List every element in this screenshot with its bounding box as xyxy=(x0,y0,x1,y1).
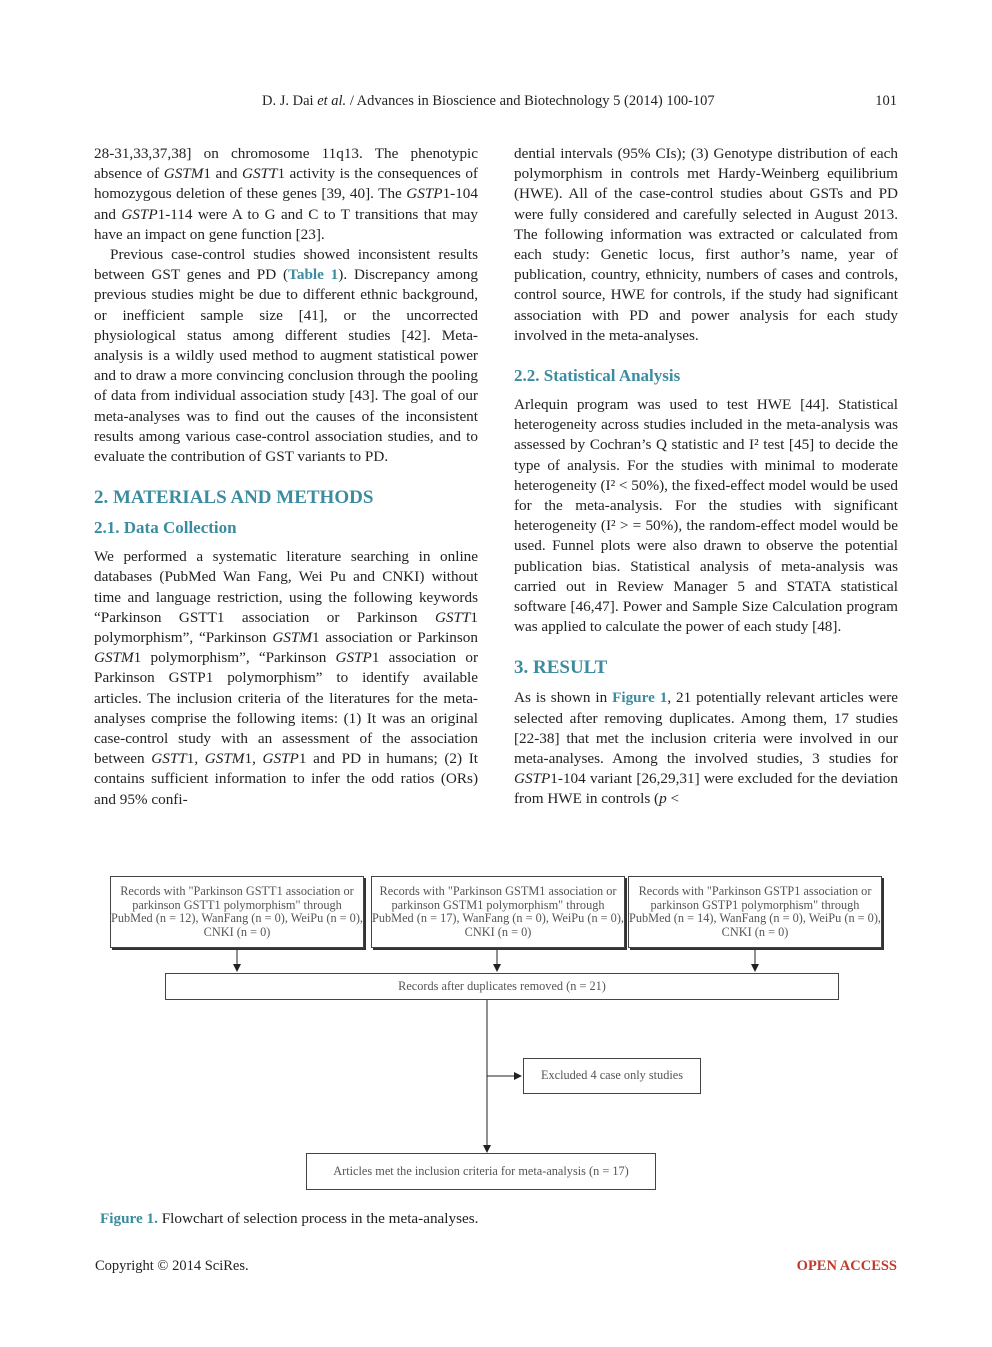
right-column xyxy=(514,144,898,810)
flow-box-excluded: Excluded 4 case only studies xyxy=(523,1058,701,1094)
section-heading: 3. RESULT xyxy=(514,657,608,679)
flow-box-gstt1: Records with "Parkinson GSTT1 association or parkinson GSTT1 polymorphism" through PubMed (n = 12), WanFang (n = 0), WeiPu (n = 0), CNKI (n = 0) xyxy=(110,876,364,948)
flow-box-final: Articles met the inclusion criteria for meta-analysis (n = 17) xyxy=(306,1153,656,1190)
figure-caption: Figure 1. Flowchart of selection process in the meta-analyses. xyxy=(100,1210,479,1227)
table-1-link[interactable]: Table 1 xyxy=(288,266,339,284)
paragraph: dential intervals (95% CIs); (3) Genotype distribution of each polymorphism in controls met Hardy-Weinberg equilibrium (HWE). All of the case-control studies about GSTs and PD were fully considered and carefully selected in August 2013. The following information was extracted or calculated from each study: Genetic locus, first author’s name, year of publication, country, ethnicity, numbers of cases and controls, control source, HWE for controls, if the study had significant association with PD and power analysis for each study involved in the meta-analyses. xyxy=(514,145,898,344)
figure-label: Figure 1. xyxy=(100,1210,158,1227)
subsection-heading: 2.2. Statistical Analysis xyxy=(514,366,681,386)
section-heading: 2. MATERIALS AND METHODS xyxy=(94,487,374,509)
paragraph: Arlequin program was used to test HWE [44]. Statistical heterogeneity across studies included in the meta-analysis was assessed by Cochran’s Q statistic and I² test [45] to decide the type of analysis. For the studies with minimal to moderate heterogeneity (I² < 50%), the fixed-effect model would be used for the meta-analysis. For the studies with significant heterogeneity (I² > = 50%), the random-effect model would be used. Funnel plots were also drawn to observe the potential publication bias. Statistical analysis of meta-analysis was carried out in Review Manager 5 and STATA statistical software [46,47]. Power and Sample Size Calculation program was applied to calculate the power of each study [48]. xyxy=(514,396,898,636)
paragraph: Previous case-control studies showed inconsistent results between GST genes and PD (Table 1). Discrepancy among previous studies might be due to different ethnic background, or inefficient sample size [41], or the uncorrected physiological status among different studies [42]. Meta-analysis is a wildly used method to augment statistical power and to draw a more convincing conclusion through the pooling of data from individual association study [43]. The goal of our meta-analyses was to find out the causes of the inconsistent results among various case-control association studies, and to evaluate the contribution of GST variants to PD. xyxy=(94,246,478,466)
running-head: D. J. Dai et al. / Advances in Bioscience and Biotechnology 5 (2014) 100-107 xyxy=(262,93,715,109)
figure-1-link[interactable]: Figure 1 xyxy=(612,689,668,707)
subsection-heading: 2.1. Data Collection xyxy=(94,518,237,538)
flow-box-gstp1: Records with "Parkinson GSTP1 association or parkinson GSTP1 polymorphism" through PubMed (n = 14), WanFang (n = 0), WeiPu (n = 0), CNKI (n = 0) xyxy=(628,876,882,948)
flow-box-duplicates-removed: Records after duplicates removed (n = 21) xyxy=(165,973,839,1000)
paragraph: We performed a systematic literature searching in online databases (PubMed Wan Fang, Wei Pu and CNKI) without time and language restriction, using the following keywords “Parkinson GSTT1 association or Parkinson GSTT1 polymorphism”, “Parkinson GSTM1 association or Parkinson GSTM1 polymorphism”, “Parkinson GSTP1 association or Parkinson GSTP1 polymorphism” to identify available articles. The inclusion criteria of the literatures for the meta-analyses comprise the following items: (1) It was an original case-control study with an assessment of the association between GSTT1, GSTM1, GSTP1 and PD in humans; (2) It contains sufficient information to infer the odd ratios (ORs) and 95% confi- xyxy=(94,548,479,808)
copyright: Copyright © 2014 SciRes. xyxy=(95,1258,249,1274)
paragraph: 28-31,33,37,38] on chromosome 11q13. The phenotypic absence of GSTM1 and GSTT1 activity is the consequences of homozygous deletion of these genes [39, 40]. The GSTP1-104 and GSTP1-114 were A to G and C to T transitions that may have an impact on gene function [23]. xyxy=(94,145,478,243)
page-number: 101 xyxy=(875,93,897,109)
paragraph: As is shown in Figure 1, 21 potentially relevant articles were selected after removing duplicates. Among them, 17 studies [22-38] that met the inclusion criteria were involved in our meta-analyses. Among the involved studies, 3 studies for GSTP1-104 variant [26,29,31] were excluded for the deviation from HWE in controls (p < xyxy=(514,689,899,808)
flow-box-gstm1: Records with "Parkinson GSTM1 association or parkinson GSTM1 polymorphism" through PubMed (n = 17), WanFang (n = 0), WeiPu (n = 0), CNKI (n = 0) xyxy=(371,876,625,948)
left-column xyxy=(94,144,478,810)
open-access-badge: OPEN ACCESS xyxy=(796,1258,897,1274)
